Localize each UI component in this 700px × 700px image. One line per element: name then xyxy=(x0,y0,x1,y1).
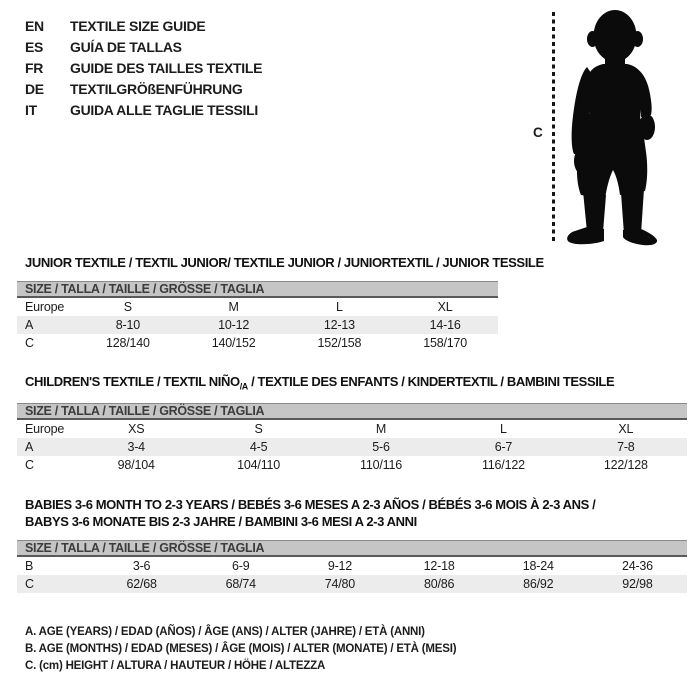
babies-size-table xyxy=(17,540,687,593)
toddler-silhouette-icon xyxy=(558,8,663,248)
table-row xyxy=(17,438,687,456)
table-cell: 12-13 xyxy=(323,318,355,332)
table-cell: 158/170 xyxy=(423,336,468,350)
section-title-babies xyxy=(25,496,595,530)
section-title-children xyxy=(25,373,614,396)
row-label: C xyxy=(25,458,34,472)
table-cell: XS xyxy=(128,422,145,436)
table-cell: 10-12 xyxy=(218,318,250,332)
table-cell: 7-8 xyxy=(617,440,635,454)
table-cell: 98/104 xyxy=(117,458,155,472)
row-label: Europe xyxy=(25,422,65,436)
section-title-segment: BABYS 3-6 MONATE BIS 2-3 JAHRE / BAMBINI 3-6 MESI A 2-3 ANNI xyxy=(25,514,417,529)
table-cell: 140/152 xyxy=(211,336,256,350)
footnote-height-cm: C. (cm) HEIGHT / ALTURA / HAUTEUR / HÖHE / ALTEZZA xyxy=(25,660,326,672)
table-cell: 24-36 xyxy=(621,559,653,573)
table-cell: S xyxy=(123,300,132,314)
row-label: C xyxy=(25,336,34,350)
section-title-segment: BABIES 3-6 MONTH TO 2-3 YEARS / BEBÉS 3-6 MESES A 2-3 AÑOS / BÉBÉS 3-6 MOIS À 2-3 ANS / xyxy=(25,497,596,512)
language-code: FR xyxy=(25,59,44,76)
table-cell: S xyxy=(254,422,263,436)
language-row xyxy=(25,15,262,36)
table-row xyxy=(17,575,687,593)
language-row xyxy=(25,36,262,57)
footnote-age-months: B. AGE (MONTHS) / EDAD (MESES) / ÂGE (MOIS) / ALTER (MONATE) / ETÀ (MESI) xyxy=(25,643,457,655)
section-title-segment: / TEXTILE DES ENFANTS / KINDERTEXTIL / BAMBINI TESSILE xyxy=(247,374,615,389)
junior-size-table xyxy=(17,281,498,352)
table-row xyxy=(17,334,498,352)
table-cell: 6-9 xyxy=(232,559,250,573)
table-cell: 62/68 xyxy=(126,577,157,591)
table-cell: 116/122 xyxy=(481,458,525,472)
section-title-segment: /A xyxy=(239,381,248,392)
table-row xyxy=(17,298,498,316)
table-cell: 6-7 xyxy=(494,440,513,454)
row-label: Europe xyxy=(25,300,65,314)
table-cell: 92/98 xyxy=(622,577,653,591)
language-code: ES xyxy=(25,38,44,55)
table-cell: 122/128 xyxy=(603,458,648,472)
table-cell: 8-10 xyxy=(115,318,140,332)
size-header-bar: SIZE / TALLA / TAILLE / GRÖSSE / TAGLIA xyxy=(17,403,687,420)
table-cell: XL xyxy=(618,422,634,436)
table-row xyxy=(17,316,498,334)
table-cell: 14-16 xyxy=(429,318,461,332)
language-title: TEXTILE SIZE GUIDE xyxy=(70,17,206,34)
section-title-segment: CHILDREN'S TEXTILE / TEXTIL NIÑO xyxy=(25,374,240,389)
section-title-line xyxy=(25,373,614,396)
table-cell: 80/86 xyxy=(423,577,455,591)
language-title: GUIDA ALLE TAGLIE TESSILI xyxy=(70,101,258,118)
section-title-junior xyxy=(25,254,544,271)
table-cell: 74/80 xyxy=(324,577,356,591)
table-cell: 18-24 xyxy=(522,559,554,573)
language-code: IT xyxy=(25,101,37,118)
footnote-age-years: A. AGE (YEARS) / EDAD (AÑOS) / ÂGE (ANS) / ALTER (JAHRE) / ETÀ (ANNI) xyxy=(25,626,425,638)
language-code: DE xyxy=(25,80,44,97)
table-cell: XL xyxy=(437,300,453,314)
table-cell: 5-6 xyxy=(372,440,390,454)
language-title: GUIDE DES TAILLES TEXTILE xyxy=(70,59,263,76)
language-title: GUÍA DE TALLAS xyxy=(70,38,182,55)
section-title-line xyxy=(25,254,544,271)
height-measure-dotted-line xyxy=(552,12,555,242)
size-header-bar: SIZE / TALLA / TAILLE / GRÖSSE / TAGLIA xyxy=(17,540,687,557)
footnote-legend xyxy=(25,624,456,675)
language-row xyxy=(25,99,262,120)
table-cell: 152/158 xyxy=(317,336,362,350)
height-measure-label: C xyxy=(533,125,543,140)
table-cell: 110/116 xyxy=(360,458,402,472)
table-cell: M xyxy=(228,300,239,314)
table-cell: 4-5 xyxy=(249,440,268,454)
row-label: C xyxy=(25,577,34,591)
size-header-bar: SIZE / TALLA / TAILLE / GRÖSSE / TAGLIA xyxy=(17,281,498,298)
table-cell: M xyxy=(375,422,387,436)
table-cell: 3-6 xyxy=(132,559,151,573)
language-title: TEXTILGRÖßENFÜHRUNG xyxy=(70,80,243,97)
table-cell: 68/74 xyxy=(225,577,256,591)
section-title-line xyxy=(25,496,595,513)
table-row xyxy=(17,557,687,575)
language-row xyxy=(25,57,262,78)
section-title-segment: JUNIOR TEXTILE / TEXTIL JUNIOR/ TEXTILE JUNIOR / JUNIORTEXTIL / JUNIOR TESSILE xyxy=(25,255,544,270)
table-cell: 104/110 xyxy=(237,458,281,472)
table-cell: 3-4 xyxy=(127,440,145,454)
row-label: B xyxy=(25,559,34,573)
language-row xyxy=(25,78,262,99)
table-cell: 128/140 xyxy=(105,336,150,350)
table-cell: L xyxy=(335,300,343,314)
table-cell: 12-18 xyxy=(423,559,455,573)
row-label: A xyxy=(25,440,34,454)
row-label: A xyxy=(25,318,34,332)
table-cell: L xyxy=(500,422,507,436)
children-size-table xyxy=(17,403,687,474)
language-code: EN xyxy=(25,17,44,34)
table-cell: 9-12 xyxy=(327,559,353,573)
table-cell: 86/92 xyxy=(523,577,554,591)
language-title-list xyxy=(25,15,262,120)
section-title-line xyxy=(25,513,595,530)
table-row xyxy=(17,456,687,474)
table-row xyxy=(17,420,687,438)
